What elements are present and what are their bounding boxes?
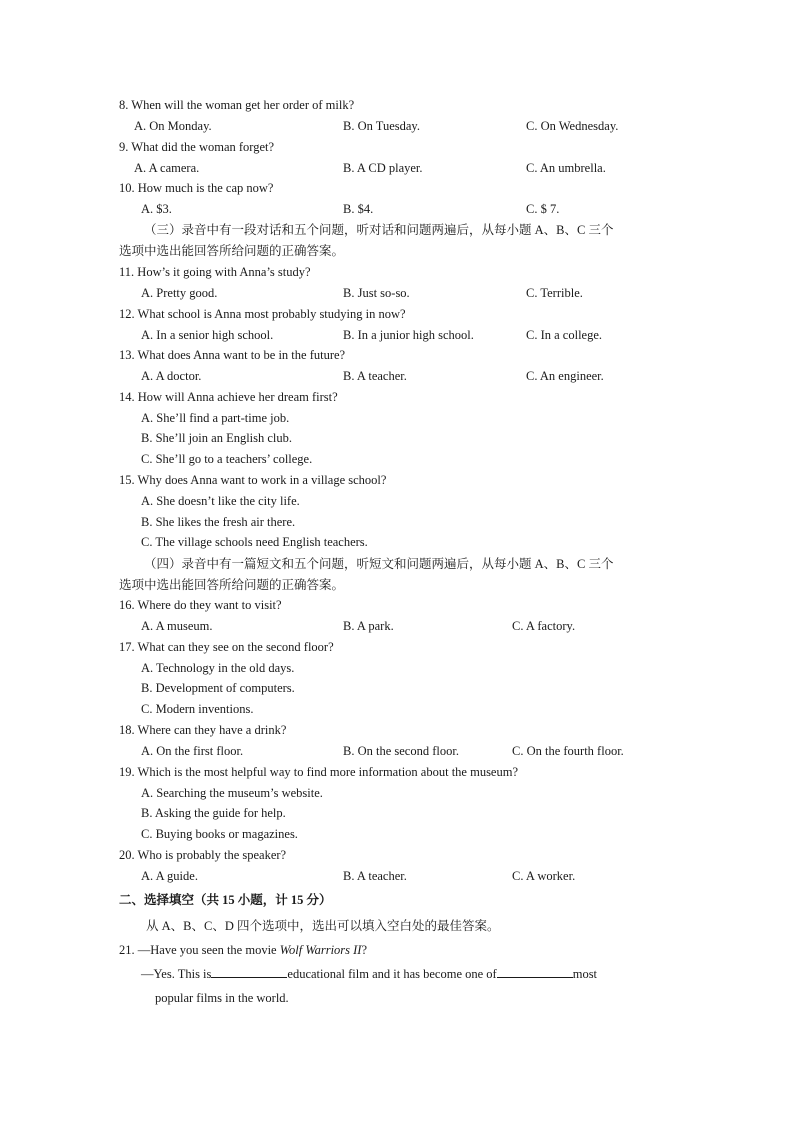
question-21-stem-end: ? — [361, 943, 368, 957]
q8-option-c: C. On Wednesday. — [526, 119, 619, 133]
q10-option-b: B. $4. — [343, 202, 374, 216]
q12-option-b: B. In a junior high school. — [343, 328, 474, 342]
part-2-instruction: 从 A、B、C、D 四个选项中，选出可以填入空白处的最佳答案。 — [146, 919, 500, 933]
question-21-answer-line — [141, 966, 597, 982]
q21-answer-end: most — [572, 967, 598, 981]
q21-answer-middle: educational film and it has become one of — [287, 967, 497, 981]
q19-option-b: B. Asking the guide for help. — [141, 806, 286, 820]
question-14: 14. How will Anna achieve her dream first? — [119, 390, 338, 404]
q20-option-b: B. A teacher. — [343, 869, 407, 883]
q14-option-a: A. She’ll find a part-time job. — [141, 411, 290, 425]
question-8: 8. When will the woman get her order of milk? — [119, 98, 355, 112]
q21-answer-start: —Yes. This is — [141, 967, 212, 981]
section-4-instruction-line-1: （四）录音中有一篇短文和五个问题，听短文和问题两遍后，从每小题 A、B、C 三个 — [144, 557, 614, 571]
question-20: 20. Who is probably the speaker? — [119, 848, 287, 862]
q19-option-c: C. Buying books or magazines. — [141, 827, 298, 841]
q12-option-a: A. In a senior high school. — [141, 328, 274, 342]
question-12: 12. What school is Anna most probably studying in now? — [119, 307, 406, 321]
q16-option-b: B. A park. — [343, 619, 394, 633]
question-21-answer-continued: popular films in the world. — [155, 991, 289, 1005]
question-10: 10. How much is the cap now? — [119, 181, 274, 195]
question-21-stem — [119, 942, 367, 958]
q17-option-a: A. Technology in the old days. — [141, 661, 295, 675]
q16-option-c: C. A factory. — [512, 619, 576, 633]
question-17: 17. What can they see on the second floor? — [119, 640, 334, 654]
q8-option-a: A. On Monday. — [134, 119, 212, 133]
q17-option-b: B. Development of computers. — [141, 681, 295, 695]
q8-option-b: B. On Tuesday. — [343, 119, 420, 133]
movie-title: Wolf Warriors II — [279, 943, 362, 957]
blank-2[interactable] — [497, 966, 573, 978]
part-2-heading: 二、选择填空（共 15 小题，计 15 分） — [119, 893, 332, 907]
q17-option-c: C. Modern inventions. — [141, 702, 254, 716]
q9-option-b: B. A CD player. — [343, 161, 423, 175]
q11-option-a: A. Pretty good. — [141, 286, 218, 300]
q9-option-a: A. A camera. — [134, 161, 200, 175]
q18-option-c: C. On the fourth floor. — [512, 744, 624, 758]
q13-option-c: C. An engineer. — [526, 369, 604, 383]
q19-option-a: A. Searching the museum’s website. — [141, 786, 323, 800]
q15-option-c: C. The village schools need English teachers. — [141, 535, 368, 549]
question-13: 13. What does Anna want to be in the future? — [119, 348, 346, 362]
question-11: 11. How’s it going with Anna’s study? — [119, 265, 311, 279]
q12-option-c: C. In a college. — [526, 328, 603, 342]
q13-option-a: A. A doctor. — [141, 369, 202, 383]
question-9: 9. What did the woman forget? — [119, 140, 275, 154]
q18-option-b: B. On the second floor. — [343, 744, 459, 758]
q14-option-c: C. She’ll go to a teachers’ college. — [141, 452, 313, 466]
section-4-instruction-line-2: 选项中选出能回答所给问题的正确答案。 — [119, 578, 345, 592]
q9-option-c: C. An umbrella. — [526, 161, 606, 175]
question-16: 16. Where do they want to visit? — [119, 598, 282, 612]
q16-option-a: A. A museum. — [141, 619, 213, 633]
section-3-instruction-line-1: （三）录音中有一段对话和五个问题，听对话和问题两遍后，从每小题 A、B、C 三个 — [144, 223, 614, 237]
q13-option-b: B. A teacher. — [343, 369, 407, 383]
question-15: 15. Why does Anna want to work in a village school? — [119, 473, 387, 487]
q14-option-b: B. She’ll join an English club. — [141, 431, 293, 445]
q10-option-c: C. $ 7. — [526, 202, 560, 216]
q20-option-c: C. A worker. — [512, 869, 576, 883]
q20-option-a: A. A guide. — [141, 869, 198, 883]
q10-option-a: A. $3. — [141, 202, 172, 216]
q18-option-a: A. On the first floor. — [141, 744, 244, 758]
q11-option-b: B. Just so-so. — [343, 286, 410, 300]
section-3-instruction-line-2: 选项中选出能回答所给问题的正确答案。 — [119, 244, 345, 258]
blank-1[interactable] — [211, 966, 287, 978]
q11-option-c: C. Terrible. — [526, 286, 583, 300]
question-21-stem-text: 21. —Have you seen the movie — [119, 943, 280, 957]
q15-option-a: A. She doesn’t like the city life. — [141, 494, 300, 508]
question-18: 18. Where can they have a drink? — [119, 723, 287, 737]
question-19: 19. Which is the most helpful way to find more information about the museum? — [119, 765, 518, 779]
q15-option-b: B. She likes the fresh air there. — [141, 515, 296, 529]
